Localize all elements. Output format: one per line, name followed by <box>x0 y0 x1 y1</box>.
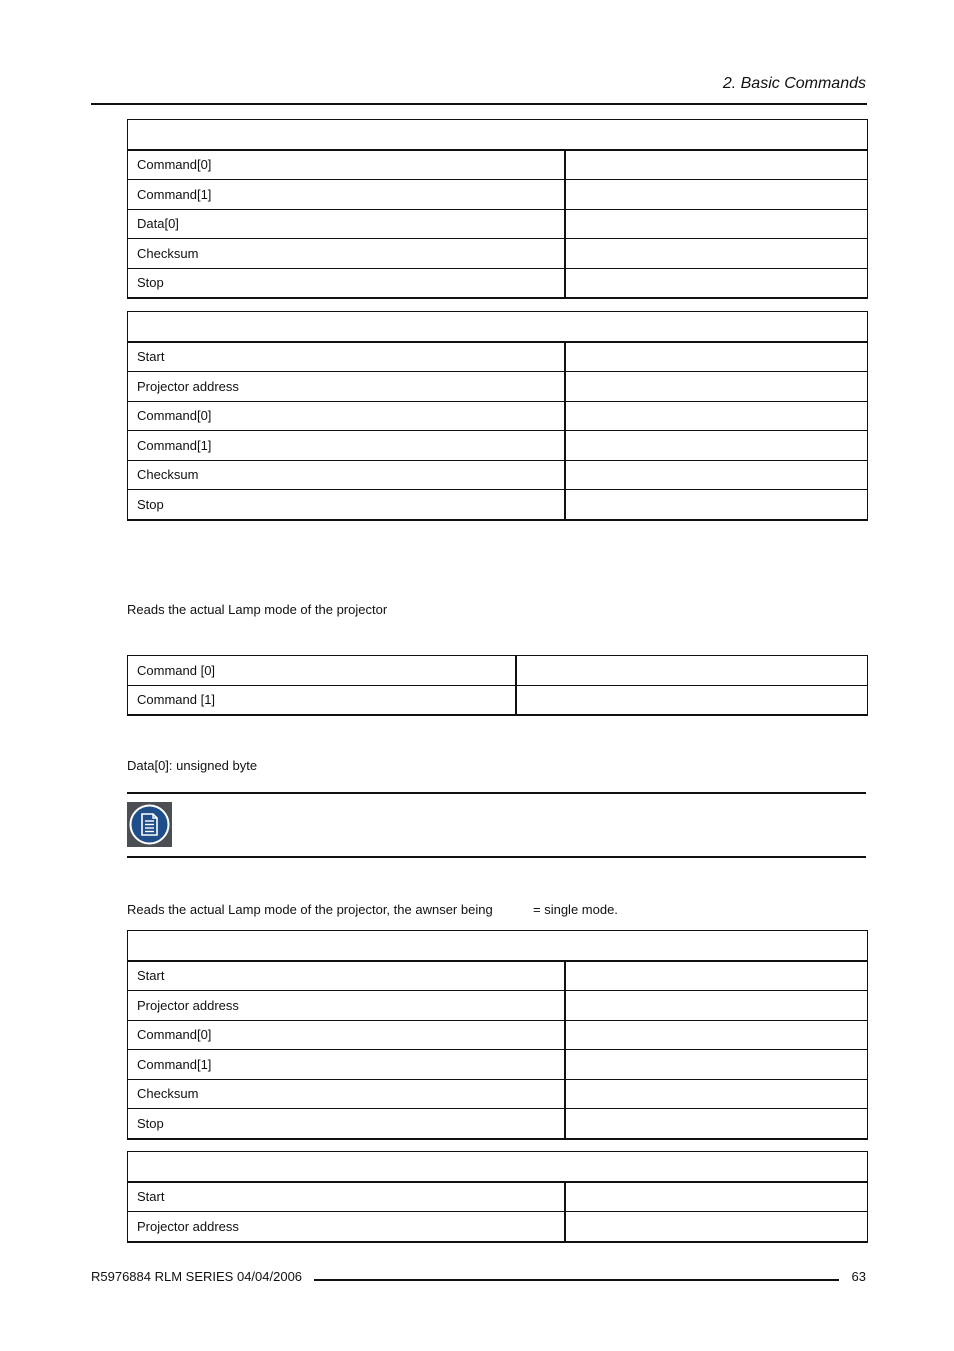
row-label: Command [1] <box>128 685 516 715</box>
row-value <box>516 685 868 715</box>
table-row <box>128 268 868 298</box>
table-row <box>128 1020 868 1050</box>
row-label: Projector address <box>128 991 565 1021</box>
row-label: Command[1] <box>128 431 565 461</box>
document-note-icon <box>127 802 172 847</box>
row-label: Command[0] <box>128 1020 565 1050</box>
row-label: Command[1] <box>128 180 565 210</box>
row-value <box>565 180 868 210</box>
table-row <box>128 991 868 1021</box>
command-table-2 <box>127 311 868 521</box>
table-row <box>128 239 868 269</box>
row-label: Start <box>128 342 565 372</box>
row-value <box>565 1212 868 1242</box>
row-value <box>565 431 868 461</box>
row-label: Projector address <box>128 1212 565 1242</box>
row-value <box>565 150 868 180</box>
row-label: Command[0] <box>128 150 565 180</box>
row-value <box>565 460 868 490</box>
table-title <box>128 931 868 961</box>
table-row <box>128 460 868 490</box>
row-label: Projector address <box>128 372 565 402</box>
table-row <box>128 209 868 239</box>
table-title <box>128 1152 868 1182</box>
table-row <box>128 372 868 402</box>
table-row <box>128 685 868 715</box>
row-value <box>565 268 868 298</box>
row-value <box>565 1109 868 1139</box>
table-row <box>128 490 868 520</box>
table-row <box>128 1079 868 1109</box>
command-table-3 <box>127 930 868 1140</box>
row-value <box>565 239 868 269</box>
note-top-rule <box>127 792 866 794</box>
command-code-table <box>127 655 868 716</box>
row-value <box>565 1079 868 1109</box>
table-row <box>128 342 868 372</box>
row-value <box>565 372 868 402</box>
row-label: Command[0] <box>128 401 565 431</box>
row-value <box>565 209 868 239</box>
section-description: Reads the actual Lamp mode of the projector <box>127 602 388 617</box>
page-number: 63 <box>851 1269 866 1284</box>
footer-doc-info: R5976884 RLM SERIES 04/04/2006 <box>91 1269 303 1284</box>
table-title <box>128 120 868 150</box>
example-text: Reads the actual Lamp mode of the projector, the awnser being <box>127 902 493 917</box>
command-table-4 <box>127 1151 868 1243</box>
row-label: Stop <box>128 490 565 520</box>
row-label: Start <box>128 1182 565 1212</box>
row-label: Command[1] <box>128 1050 565 1080</box>
row-value <box>565 490 868 520</box>
row-value <box>565 1020 868 1050</box>
chapter-title: 2. Basic Commands <box>722 75 866 92</box>
table-row <box>128 1109 868 1139</box>
row-label: Start <box>128 961 565 991</box>
row-label: Command [0] <box>128 656 516 686</box>
row-label: Stop <box>128 1109 565 1139</box>
row-value <box>516 656 868 686</box>
row-label: Data[0] <box>128 209 565 239</box>
row-value <box>565 1182 868 1212</box>
table-row <box>128 150 868 180</box>
row-value <box>565 401 868 431</box>
row-label: Checksum <box>128 460 565 490</box>
row-value <box>565 961 868 991</box>
table-title <box>128 312 868 342</box>
header-rule <box>91 103 867 105</box>
note-bottom-rule <box>127 856 866 858</box>
row-value <box>565 1050 868 1080</box>
row-value <box>565 342 868 372</box>
table-row <box>128 180 868 210</box>
row-label: Checksum <box>128 1079 565 1109</box>
table-row <box>128 961 868 991</box>
table-row <box>128 1212 868 1242</box>
row-value <box>565 991 868 1021</box>
table-row <box>128 656 868 686</box>
data-description: Data[0]: unsigned byte <box>127 758 258 773</box>
footer-rule <box>314 1279 839 1281</box>
table-row <box>128 1050 868 1080</box>
table-row <box>128 431 868 461</box>
command-table-1 <box>127 119 868 299</box>
table-row <box>128 1182 868 1212</box>
row-label: Stop <box>128 268 565 298</box>
example-text-result: = single mode. <box>533 902 618 917</box>
table-row <box>128 401 868 431</box>
row-label: Checksum <box>128 239 565 269</box>
